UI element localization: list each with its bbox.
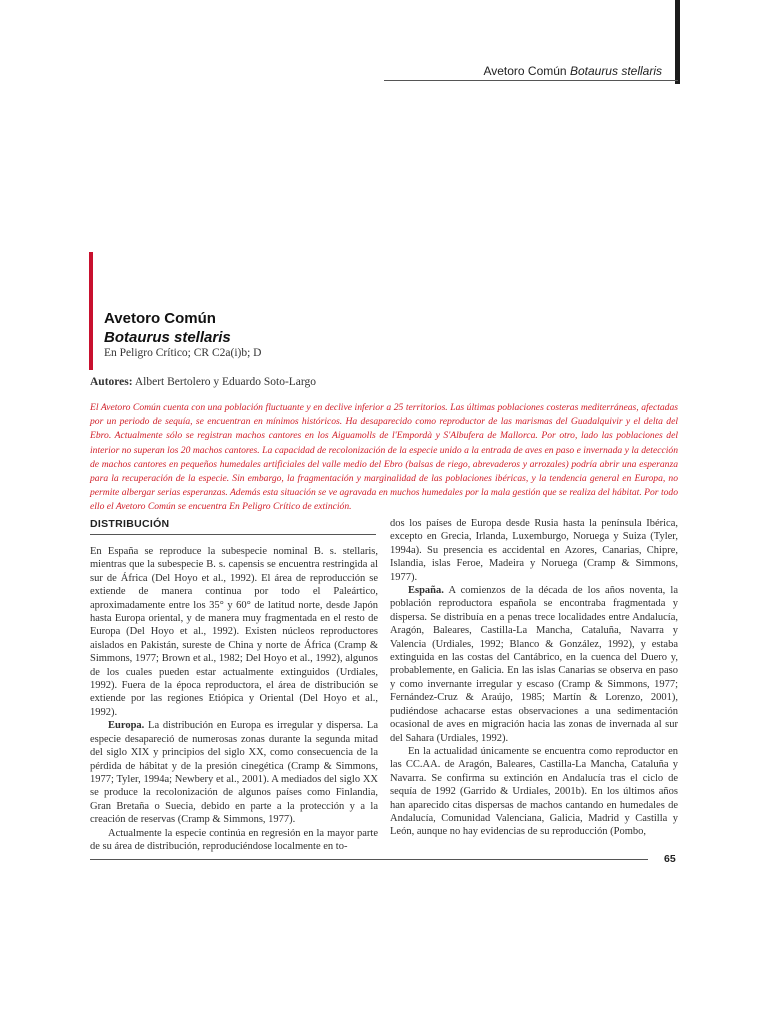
authors-line <box>90 376 316 388</box>
paragraph: En España se reproduce la subespecie nominal B. s. stellaris, mientras que la subespecie B. s. capensis se encuentra restringida al sur de África (Del Hoyo et al., 1992). El área de reproducción se extiende de manera continua por todo el Paleártico, aproximadamente entre los 35° y 60° de latitud norte, desde Japón hasta Europa oriental, y de manera muy fragmentada en el resto de Europa (Del Hoyo et al., 1992). Existen núcleos reproductores aislados en Pakistán, sureste de China y norte de África (Cramp & Simmons, 1977; Brown et al., 1982; Del Hoyo et al., 1992), algunos de los cuales pueden estar actualmente extinguidos (Urdiales, 1992). Fuera de la época reproductora, el área de distribución se extiende por las regiones Etiópica y Oriental (Del Hoyo et al., 1992). <box>90 546 378 718</box>
header-rule <box>384 80 678 81</box>
paragraph: dos los países de Europa desde Rusia hasta la península Ibérica, excepto en Grecia, Irlanda, Luxemburgo, Noruega y Suiza (Tyler, 1994a). Su presencia es accidental en Azores, Canarias, Chipre, Islandia, islas Feroe, Madeira y Noruega (Cramp & Simmons, 1977). <box>390 518 678 583</box>
paragraph-body: La distribución en Europa es irregular y dispersa. La especie desapareció de numerosas zonas durante la segunda mitad del siglo XIX y principios del siglo XX, como consecuencia de la pérdida de hábitat y de la presión cinegética (Cramp & Simmons, 1977; Tyler, 1994a; Newbery et al., 2001). A mediados del siglo XX se produce la recolonización de algunos países como Finlandia, Gran Bretaña o Suecia, debido en parte a la protección y a la creación de reservas (Cramp & Simmons, 1977). <box>90 720 378 826</box>
running-head-common-name: Avetoro Común <box>483 64 567 78</box>
paragraph <box>90 719 378 826</box>
left-column <box>90 545 378 853</box>
conservation-status: En Peligro Crítico; CR C2a(i)b; D <box>104 347 262 359</box>
running-head <box>483 64 662 78</box>
title-accent-bar <box>89 252 93 370</box>
paragraph: En la actualidad únicamente se encuentra como reproductor en las CC.AA. de Aragón, Baleares, Castilla-La Mancha, Cataluña y Navarra. Se confirma su extinción en Andalucía tras el ciclo de sequía de 1992 (Garrido & Urdiales, 2001b). En los últimos años han aparecido citas dispersas de machos cantando en humedales de Andalucía, Comunidad Valenciana, Galicia, Madrid y Castilla y León, aunque no hay evidencias de su reproducción (Pombo, <box>390 745 678 838</box>
paragraph-body: A comienzos de la década de los años noventa, la población reproductora española se encontraba fragmentada y dispersa. Se distribuía en a penas trece localidades entre Andalucía, Aragón, Baleares, Castilla-La Mancha, Cataluña, Navarra y Valencia (Urdiales, 1992; Blanco & González, 1992), y estaba extinguida en las costas del Cantábrico, en la cuenca del Duero y, probablemente, en Galicia. En las islas Canarias se observa en paso y como invernante irregular y escaso (Cramp & Simmons, 1977; Fernández-Cruz & Araújo, 1985; Martín & Lorenzo, 2001), pudiéndose achacarse estas observaciones a una sedimentación ocasional de aves en migración hacia las zonas de invernada al sur del Sahara (Urdiales, 1992). <box>390 585 678 744</box>
authors-label: Autores: <box>90 376 133 388</box>
summary-abstract: El Avetoro Común cuenta con una población fluctuante y en declive inferior a 25 territorios. Las últimas poblaciones costeras mediterráneas, afectadas por un periodo de sequía, se encuentran en mínimos históricos. Ha desaparecido como reproductor de las marismas del Guadalquivir y el delta del Ebro. Actualmente sólo se registran machos cantores en los Aiguamolls de l'Empordà y S'Albufera de Mallorca. Por otro, lado las poblaciones del interior no superan los 20 machos cantores. La capacidad de recolonización de la especie unido a la entrada de aves en paso e invernada y la detección de machos cantores en pequeños humedales artificiales del valle medio del Ebro (balsas de riego, abrevaderos y arrozales) podría abrir una esperanza para la recuperación de la especie. Sin embargo, la fragmentación y marginalidad de las poblaciones ibéricas, y la tendencia general en Europa, no permite albergar serias esperanzas. Además esta situación se ve agravada en muchos humedales por la mala gestión que se realiza del hábitat. Por todo ello el Avetoro Común se encuentra En Peligro Crítico de extinción. <box>90 402 678 513</box>
header-accent-bar <box>675 0 680 84</box>
paragraph-lead: Europa. <box>108 720 145 732</box>
species-title: Avetoro Común <box>104 310 216 327</box>
paragraph <box>390 584 678 745</box>
authors-names: Albert Bertolero y Eduardo Soto-Largo <box>134 376 317 388</box>
page-number: 65 <box>664 853 676 865</box>
section-heading: DISTRIBUCIÓN <box>90 518 376 535</box>
running-head-scientific-name: Botaurus stellaris <box>569 64 662 78</box>
right-column <box>390 517 678 839</box>
footer-rule <box>90 859 648 860</box>
paragraph-lead: España. <box>408 585 444 597</box>
paragraph: Actualmente la especie continúa en regresión en la mayor parte de su área de distribución, reproduciéndose localmente en to- <box>90 827 378 852</box>
species-scientific-name: Botaurus stellaris <box>104 329 231 346</box>
